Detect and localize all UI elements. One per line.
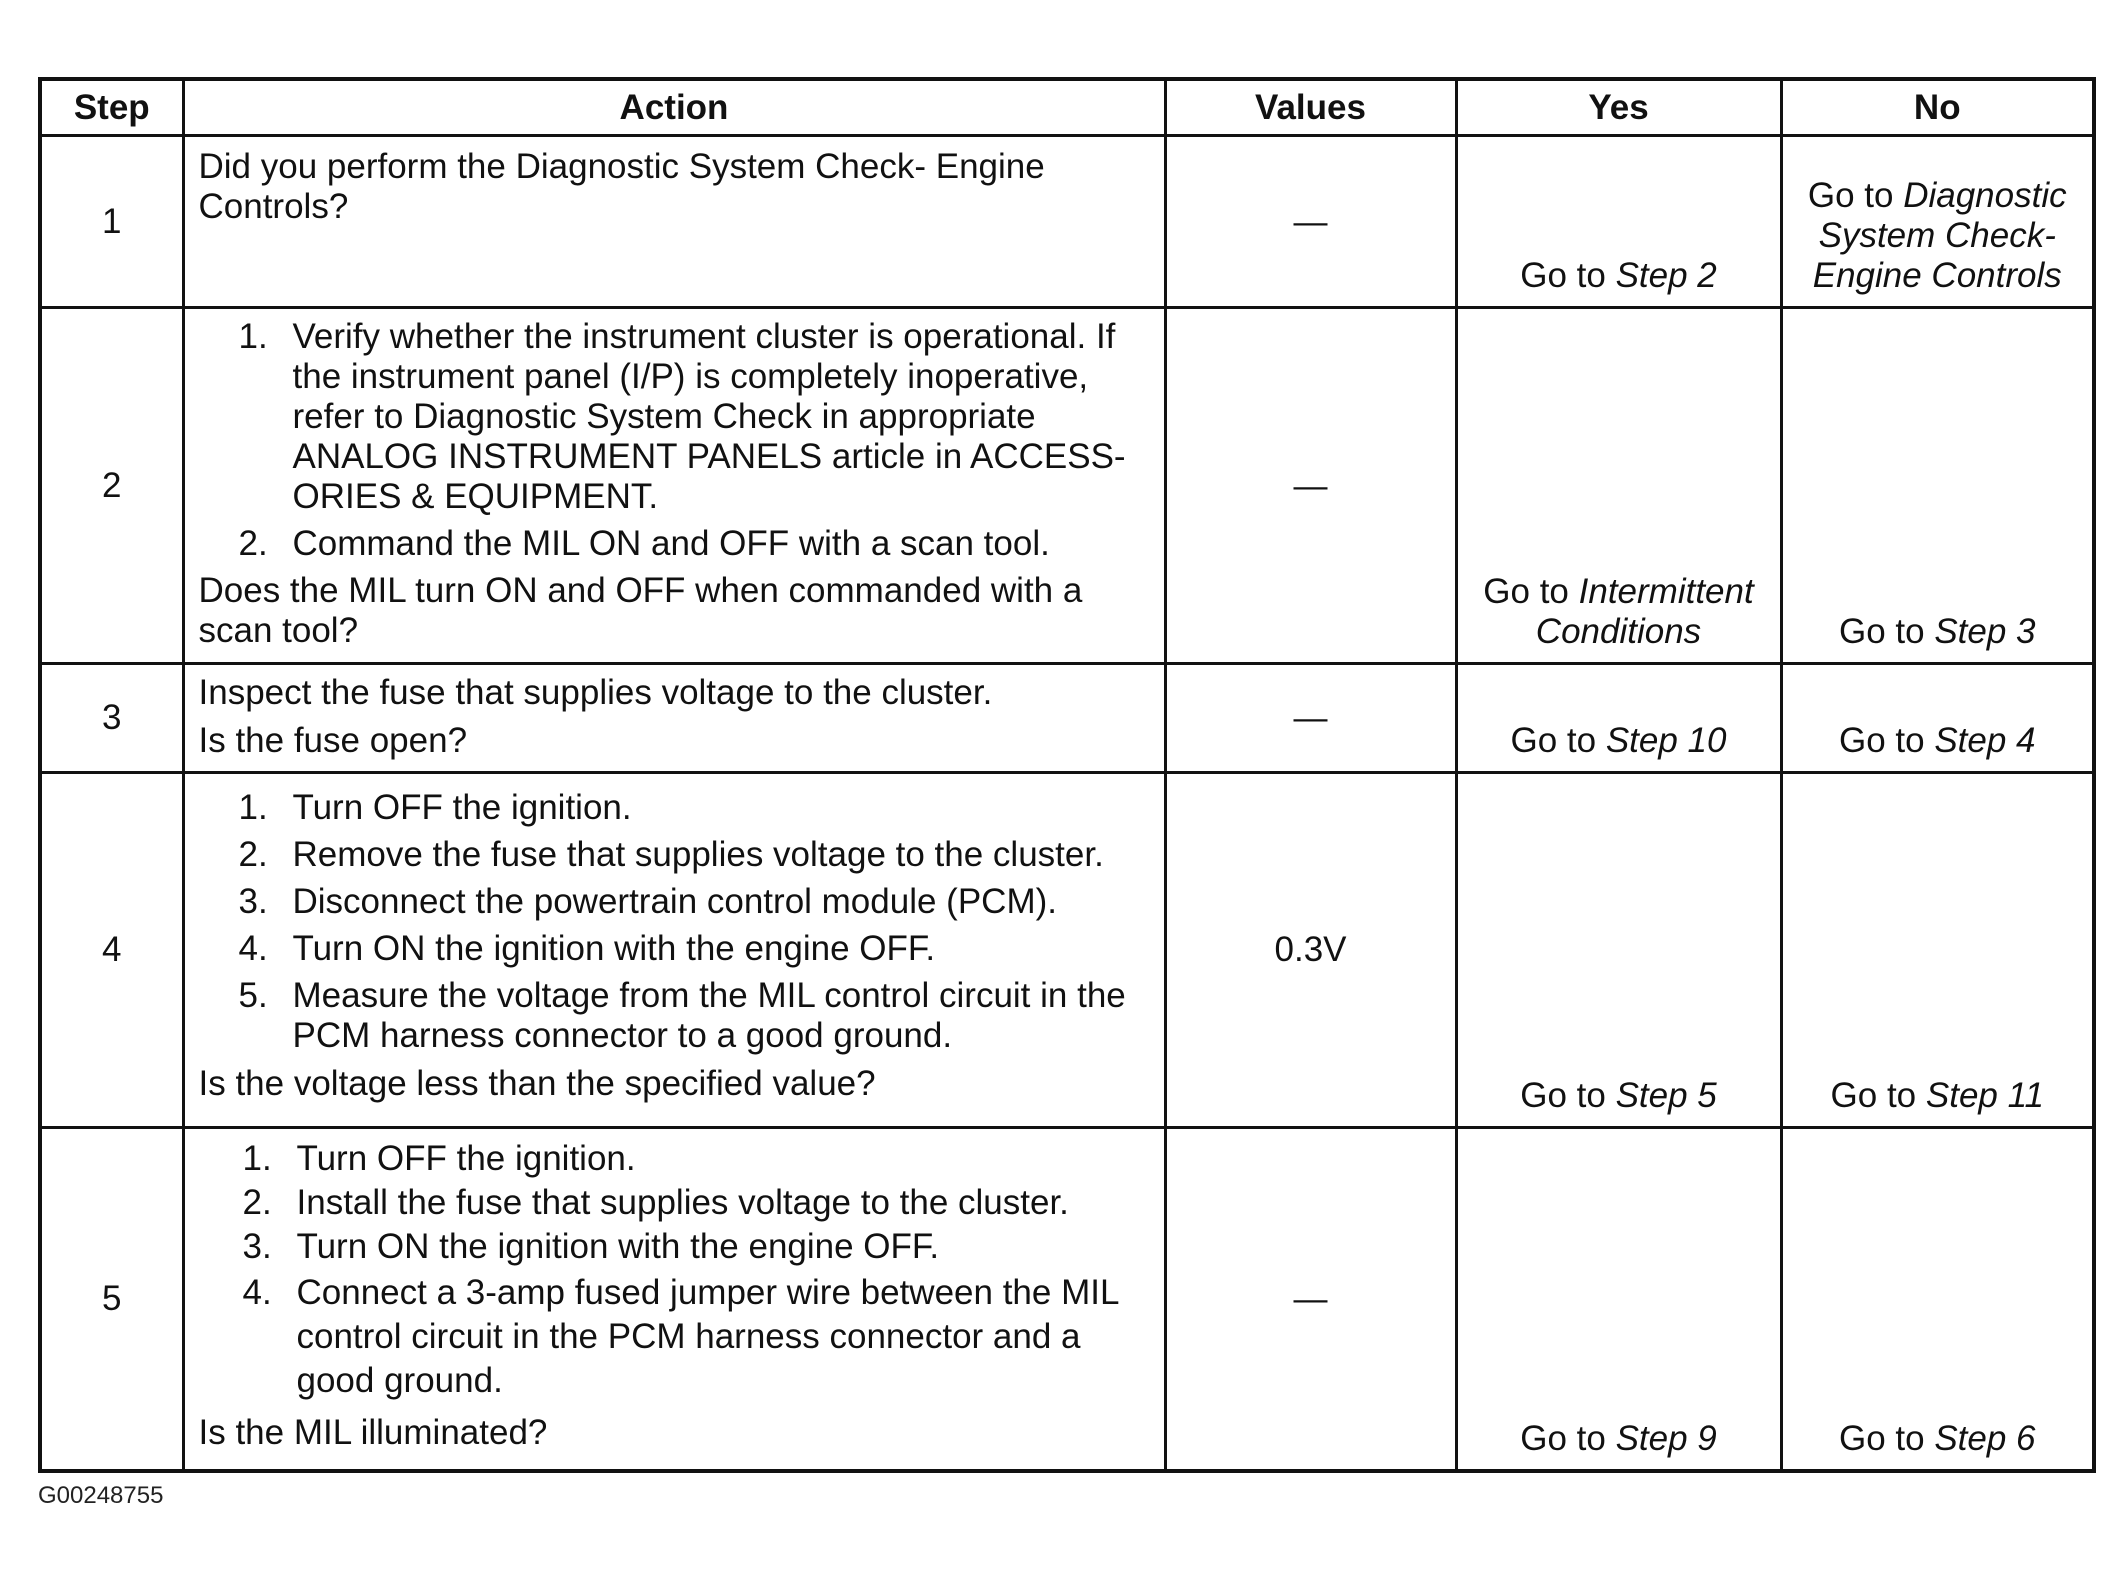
list-text: Turn ON the ignition with the engine OFF.: [296, 1227, 940, 1266]
action-cell: [183, 773, 1165, 1128]
list-text: Install the fuse that supplies voltage to the cluster.: [296, 1183, 1069, 1222]
action-question: Is the fuse open?: [198, 721, 468, 760]
goto-prefix: Go to: [1520, 1076, 1616, 1115]
action-question: Does the MIL turn ON and OFF when commanded with a scan tool?: [198, 571, 1083, 650]
list-text: Verify whether the instrument cluster is operational. If the instrument panel (I/P) is completely inoperative, refer to Diagnostic System Check in appropriate ANALOG INSTRUMENT PANELS article in ACCESS-ORIES & EQUIPMENT.: [292, 317, 1126, 516]
list-item: [199, 317, 1148, 517]
goto-prefix: Go to: [1520, 1418, 1616, 1458]
list-item: [199, 524, 1148, 564]
list-item: [199, 1227, 1148, 1267]
header-action: Action: [183, 79, 1165, 136]
no-cell: [1781, 1128, 2094, 1471]
step-number: 3: [40, 664, 183, 773]
header-no: No: [1781, 79, 2094, 136]
header-row: [40, 79, 2094, 136]
list-number: 4.: [242, 1273, 272, 1312]
goto-step-link[interactable]: Step 11: [1925, 1076, 2044, 1115]
list-number: 1.: [238, 788, 268, 827]
list-item: [199, 1139, 1148, 1179]
yes-cell: [1456, 308, 1781, 664]
list-text: Turn OFF the ignition.: [296, 1139, 636, 1178]
goto-prefix: Go to: [1838, 721, 1935, 760]
list-number: 2.: [238, 524, 268, 563]
list-item: [199, 976, 1148, 1056]
list-text: Connect a 3-amp fused jumper wire between the MIL control circuit in the PCM harness connector and a good ground.: [296, 1273, 1119, 1400]
list-number: 5.: [238, 976, 268, 1015]
no-cell: [1781, 308, 2094, 664]
list-number: 2.: [238, 835, 268, 874]
table-row: [40, 308, 2094, 664]
table-row: [40, 664, 2094, 773]
figure-id-label: G00248755: [38, 1482, 164, 1509]
value-dash: —: [1293, 466, 1328, 505]
list-number: 3.: [238, 882, 268, 921]
action-cell: [183, 1128, 1165, 1471]
list-number: 3.: [242, 1227, 272, 1266]
list-text: Turn OFF the ignition.: [292, 788, 632, 827]
goto-diagnostic-check-link[interactable]: Diagnostic System Check- Engine Controls: [1812, 176, 2067, 295]
value-cell: [1165, 773, 1456, 1128]
voltage-value: 0.3V: [1274, 930, 1347, 969]
list-item: [199, 1183, 1148, 1223]
table-row: [40, 1128, 2094, 1471]
yes-cell: [1456, 1128, 1781, 1471]
value-dash: —: [1293, 1279, 1328, 1318]
step-number: 2: [40, 308, 183, 664]
goto-step-link[interactable]: Step 4: [1934, 721, 2036, 760]
action-intro: Inspect the fuse that supplies voltage to the cluster.: [198, 673, 993, 712]
action-steps-list: [199, 317, 1148, 564]
list-text: Measure the voltage from the MIL control circuit in the PCM harness connector to a good ground.: [292, 976, 1126, 1055]
step-number: 1: [40, 136, 183, 308]
table-row: [40, 773, 2094, 1128]
header-values: Values: [1165, 79, 1456, 136]
list-item: [199, 835, 1148, 875]
list-item: [199, 882, 1148, 922]
list-text: Command the MIL ON and OFF with a scan tool.: [292, 524, 1050, 563]
no-cell: [1781, 136, 2094, 308]
header-yes: Yes: [1456, 79, 1781, 136]
diagnostic-table: [38, 77, 2096, 1473]
table-row: [40, 136, 2094, 308]
value-dash: —: [1293, 202, 1328, 241]
list-text: Disconnect the powertrain control module (PCM).: [292, 882, 1057, 921]
goto-prefix: Go to: [1838, 1418, 1935, 1458]
goto-prefix: Go to: [1510, 721, 1606, 760]
list-text: Remove the fuse that supplies voltage to the cluster.: [292, 835, 1104, 874]
goto-step-link[interactable]: Step 2: [1615, 256, 1717, 295]
goto-step-link[interactable]: Step 10: [1605, 721, 1727, 760]
header-step: Step: [40, 79, 183, 136]
yes-cell: [1456, 664, 1781, 773]
value-cell: [1165, 1128, 1456, 1471]
list-item: [199, 788, 1148, 828]
goto-step-link[interactable]: Step 3: [1934, 612, 2036, 651]
action-intro: Did you perform the Diagnostic System Check- Engine Controls?: [198, 147, 1045, 226]
no-cell: [1781, 664, 2094, 773]
goto-prefix: Go to: [1520, 256, 1616, 295]
action-question: Is the voltage less than the specified value?: [198, 1064, 876, 1103]
goto-intermittent-link[interactable]: Intermittent Conditions: [1535, 572, 1754, 651]
no-cell: [1781, 773, 2094, 1128]
goto-step-link[interactable]: Step 9: [1615, 1418, 1717, 1458]
goto-prefix: Go to: [1830, 1076, 1926, 1115]
goto-step-link[interactable]: Step 5: [1615, 1076, 1717, 1115]
value-cell: [1165, 664, 1456, 773]
goto-prefix: Go to: [1807, 176, 1904, 215]
step-number: 4: [40, 773, 183, 1128]
step-number: 5: [40, 1128, 183, 1471]
yes-cell: [1456, 773, 1781, 1128]
goto-prefix: Go to: [1838, 612, 1935, 651]
list-number: 2.: [242, 1183, 272, 1222]
value-cell: [1165, 136, 1456, 308]
list-number: 1.: [242, 1139, 272, 1178]
value-cell: [1165, 308, 1456, 664]
action-steps-list: [199, 1139, 1148, 1403]
action-cell: [183, 664, 1165, 773]
action-cell: [183, 308, 1165, 664]
action-steps-list: [199, 788, 1148, 1056]
list-text: Turn ON the ignition with the engine OFF.: [292, 929, 936, 968]
yes-cell: [1456, 136, 1781, 308]
action-question: Is the MIL illuminated?: [198, 1413, 548, 1452]
list-item: [199, 929, 1148, 969]
goto-prefix: Go to: [1483, 572, 1579, 611]
value-dash: —: [1293, 699, 1328, 737]
goto-step-link[interactable]: Step 6: [1934, 1418, 2036, 1458]
action-cell: [183, 136, 1165, 308]
list-number: 1.: [238, 317, 268, 356]
list-number: 4.: [238, 929, 268, 968]
list-item: [199, 1271, 1148, 1403]
